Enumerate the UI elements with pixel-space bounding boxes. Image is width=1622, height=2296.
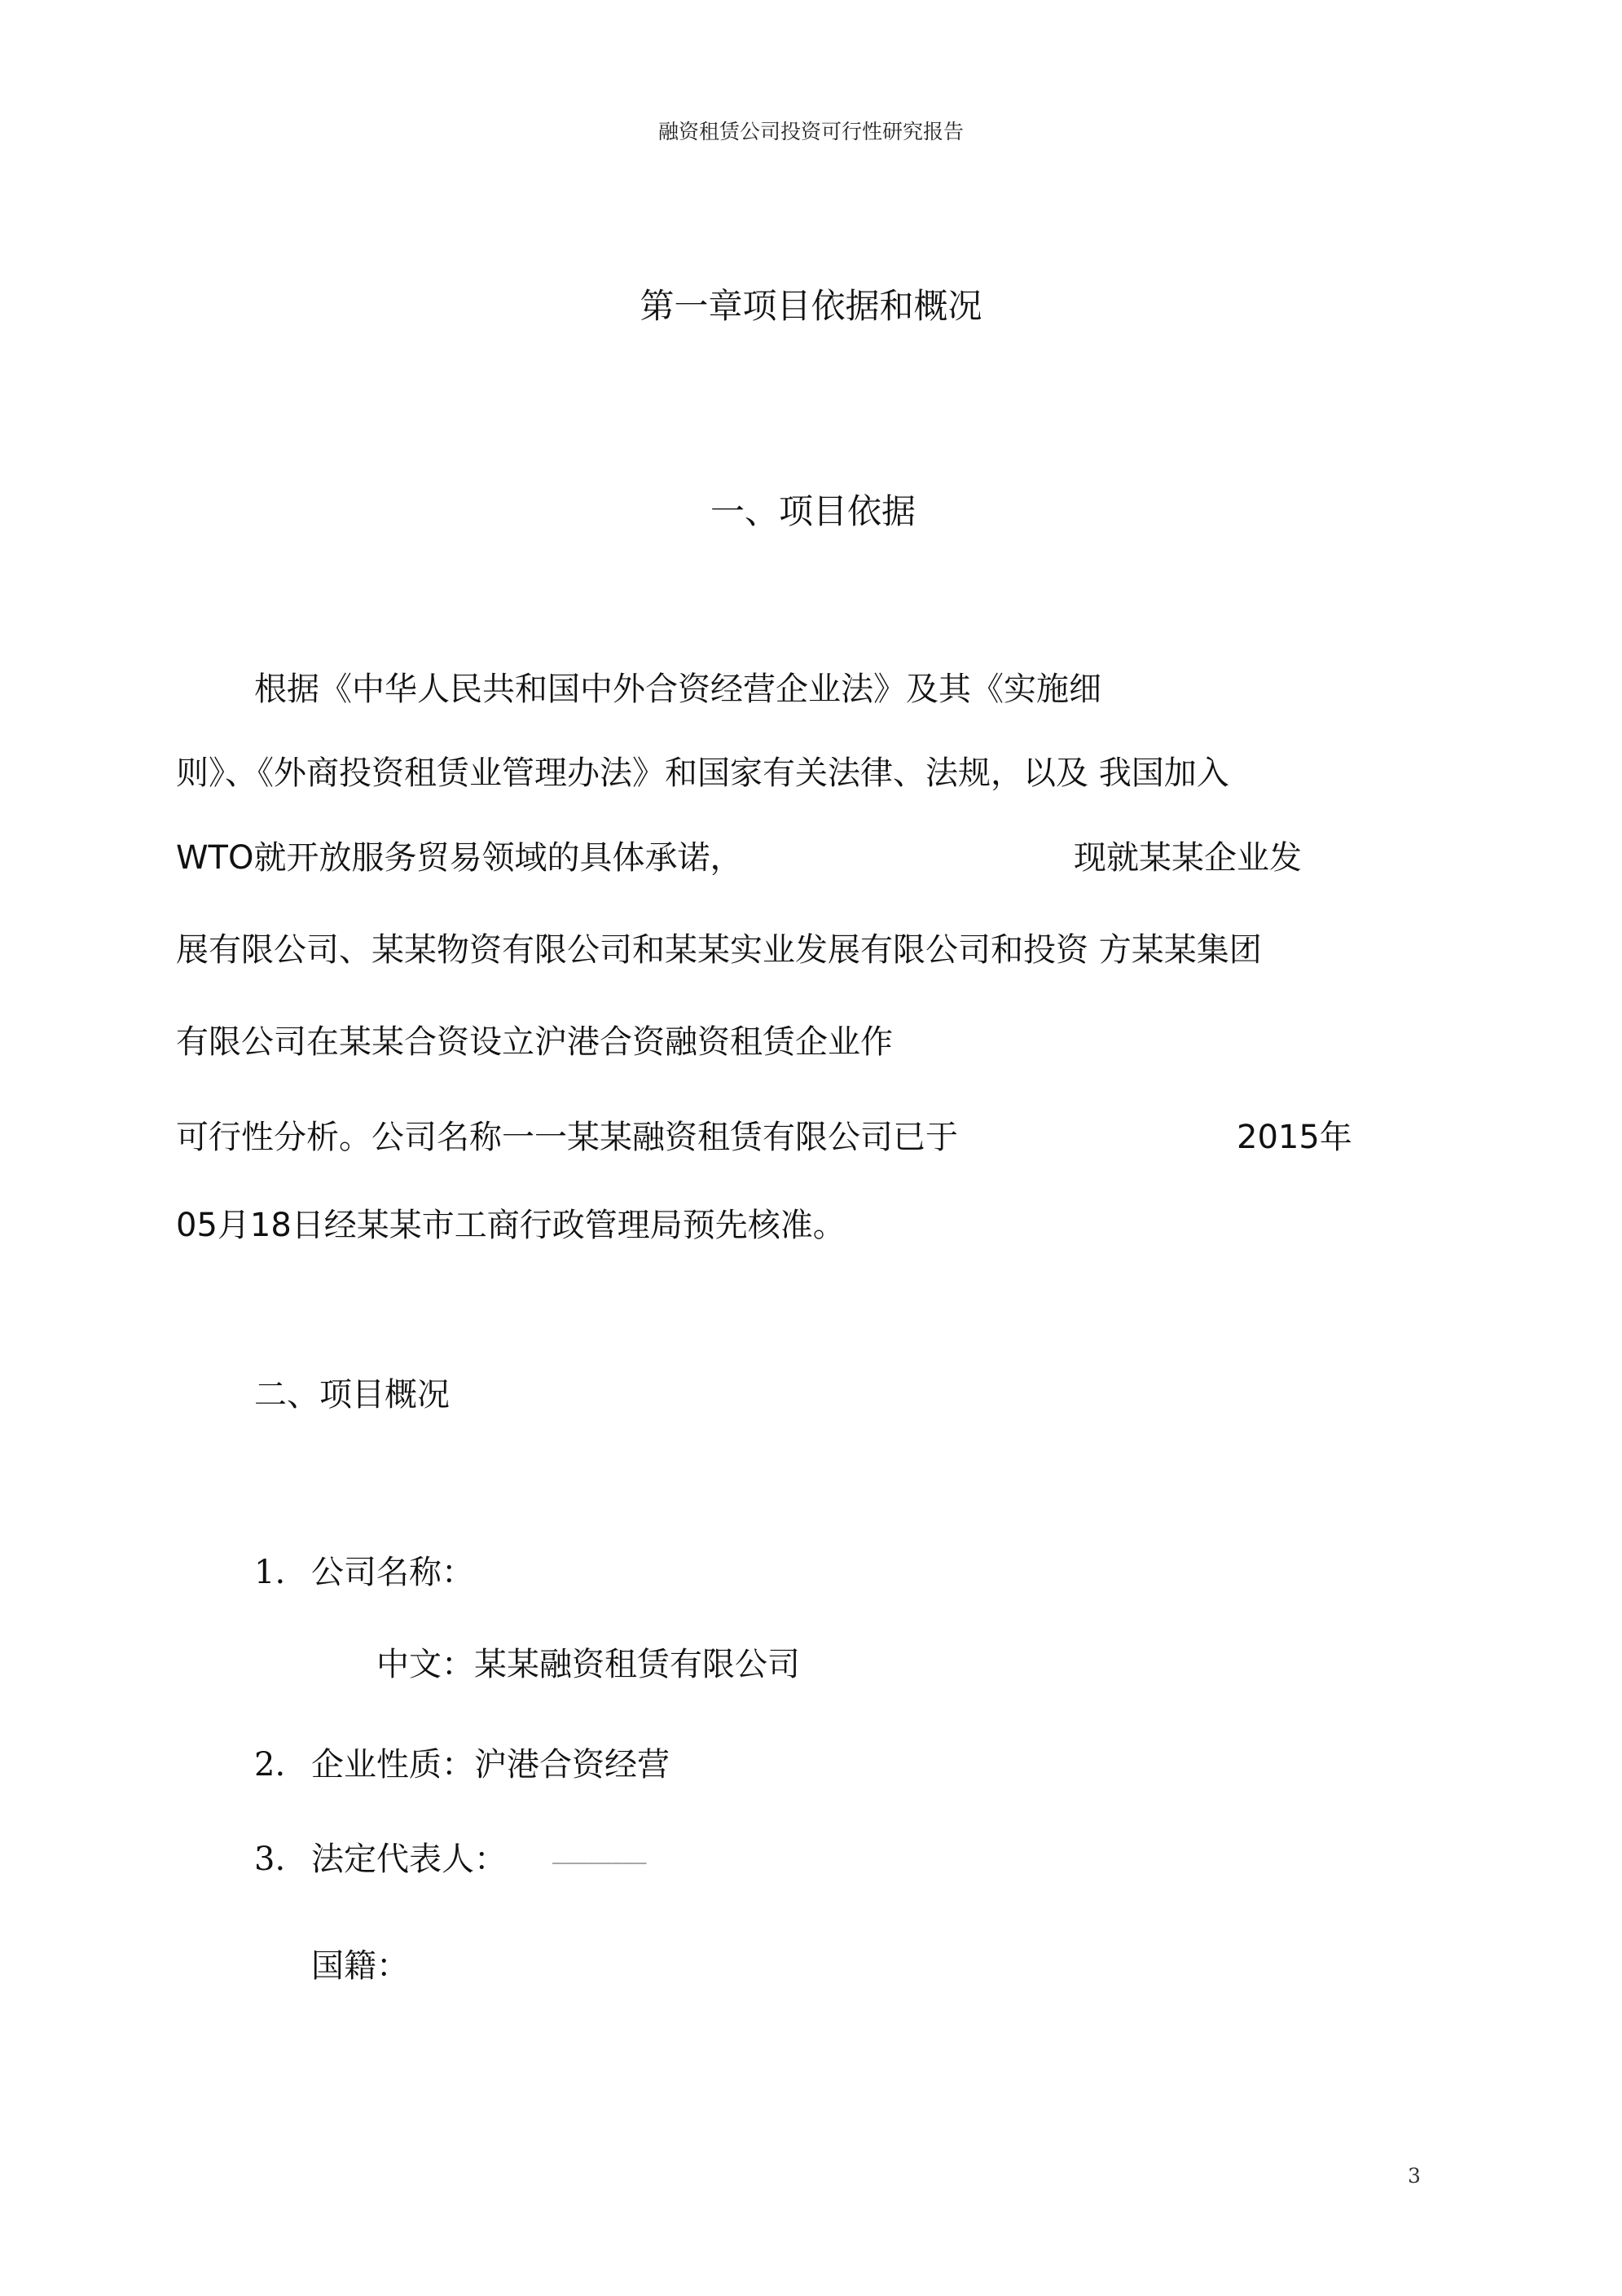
chapter-title: 第一章项目依据和概况: [640, 286, 982, 326]
page-number: 3: [1408, 2164, 1421, 2188]
basis-paragraph-line: 现就某某企业发: [1074, 839, 1302, 877]
company-name-chinese: 中文：某某融资租赁有限公司: [376, 1646, 800, 1683]
basis-paragraph-line: 展有限公司、某某物资有限公司和某某实业发展有限公司和投资 方某某集团: [176, 931, 1262, 969]
basis-paragraph-line: 则》、《外商投资租赁业管理办法》和国家有关法律、法规，以及 我国加入: [176, 754, 1229, 792]
company-name-label: 公司名称：: [311, 1554, 474, 1591]
legal-representative-blank: ________: [552, 1841, 647, 1864]
section-title-basis: 一、项目依据: [710, 491, 916, 531]
nationality-label: 国籍：: [311, 1947, 409, 1985]
enterprise-nature: 企业性质：沪港合资经营: [311, 1746, 670, 1784]
item-number: 2.: [254, 1746, 286, 1784]
running-header: 融资租赁公司投资可行性研究报告: [657, 120, 964, 143]
basis-paragraph-line: 可行性分析。公司名称一一某某融资租赁有限公司已于: [176, 1119, 958, 1156]
legal-representative-label: 法定代表人：: [311, 1841, 507, 1878]
item-number: 3.: [254, 1841, 286, 1878]
basis-paragraph-line: 根据《中华人民共和国中外合资经营企业法》及其《实施细: [254, 671, 1101, 708]
item-number: 1.: [254, 1554, 286, 1591]
basis-paragraph-line: WTO就开放服务贸易领域的具体承诺，: [176, 839, 743, 877]
basis-paragraph-line: 05月18日经某某市工商行政管理局预先核准。: [176, 1207, 846, 1244]
basis-paragraph-line: 2015年: [1237, 1119, 1352, 1156]
section-title-overview: 二、项目概况: [254, 1376, 450, 1414]
basis-paragraph-line: 有限公司在某某合资设立沪港合资融资租赁企业作: [176, 1023, 893, 1061]
